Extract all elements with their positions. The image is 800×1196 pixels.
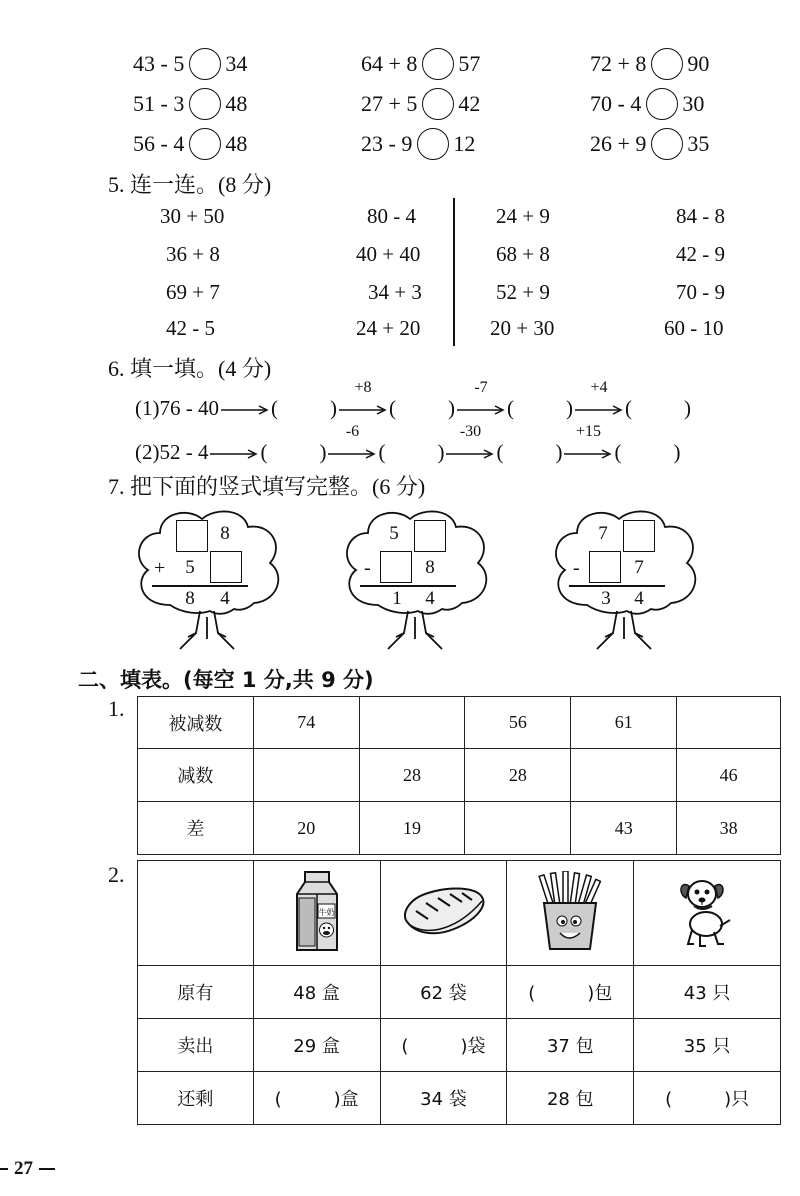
table-row bbox=[138, 749, 781, 802]
answer-circle[interactable] bbox=[646, 88, 678, 120]
table-row bbox=[138, 1019, 781, 1072]
row-label: 原有 bbox=[138, 966, 254, 1019]
page-number: 27 bbox=[0, 1158, 55, 1180]
table-row bbox=[138, 697, 781, 749]
match-expr[interactable]: 36 + 8 bbox=[166, 242, 220, 266]
puppy-icon bbox=[672, 870, 742, 952]
table-cell: 38 bbox=[677, 802, 781, 855]
match-expr[interactable]: 80 - 4 bbox=[367, 204, 416, 228]
compare-item: 27 + 5 42 bbox=[361, 88, 480, 120]
table-row bbox=[138, 966, 781, 1019]
q5-title: 5. 连一连。(8 分) bbox=[108, 172, 272, 197]
arrow-icon: +4 bbox=[575, 399, 623, 419]
match-expr[interactable]: 24 + 9 bbox=[496, 204, 550, 228]
section-title: 二、填表。(每空 1 分,共 9 分) bbox=[78, 668, 374, 692]
table-cell: 28 包 bbox=[507, 1072, 634, 1125]
row-label: 还剩 bbox=[138, 1072, 254, 1125]
table-cell: 61 bbox=[571, 697, 677, 749]
arrow-icon: +15 bbox=[564, 443, 612, 463]
row-label: 减数 bbox=[138, 749, 254, 802]
table-row bbox=[138, 1072, 781, 1125]
table-cell bbox=[138, 861, 254, 966]
q7-title: 7. 把下面的竖式填写完整。(6 分) bbox=[108, 474, 426, 499]
puppy-cell bbox=[634, 861, 781, 966]
table-cell: 46 bbox=[677, 749, 781, 802]
table-cell: 28 bbox=[465, 749, 571, 802]
answer-circle[interactable] bbox=[422, 88, 454, 120]
french-fries-icon bbox=[538, 871, 602, 951]
svg-text:牛奶: 牛奶 bbox=[318, 907, 335, 917]
match-divider bbox=[453, 198, 455, 346]
match-expr[interactable]: 68 + 8 bbox=[496, 242, 550, 266]
milk-carton-icon bbox=[287, 868, 347, 954]
table-cell: 43 只 bbox=[634, 966, 781, 1019]
arrow-icon: -6 bbox=[328, 443, 376, 463]
answer-circle[interactable] bbox=[651, 48, 683, 80]
bread-icon bbox=[398, 881, 488, 941]
subtraction-table bbox=[137, 696, 781, 855]
table-cell[interactable]: ( )只 bbox=[634, 1072, 781, 1125]
match-expr[interactable]: 42 - 9 bbox=[676, 242, 725, 266]
answer-circle[interactable] bbox=[189, 128, 221, 160]
calc-line bbox=[152, 585, 248, 587]
answer-box[interactable] bbox=[623, 520, 655, 552]
table-row bbox=[138, 802, 781, 855]
vertical-calc-tree: 7 - 7 3 4 bbox=[547, 505, 707, 655]
table-cell: 19 bbox=[359, 802, 465, 855]
table-cell[interactable]: ( )袋 bbox=[380, 1019, 507, 1072]
arrow-icon: -30 bbox=[446, 443, 494, 463]
table-cell: 62 袋 bbox=[380, 966, 507, 1019]
row-label: 卖出 bbox=[138, 1019, 254, 1072]
table-number: 1. bbox=[108, 696, 125, 721]
answer-circle[interactable] bbox=[189, 88, 221, 120]
answer-box[interactable] bbox=[414, 520, 446, 552]
calc-line bbox=[360, 585, 456, 587]
table-cell: 34 袋 bbox=[380, 1072, 507, 1125]
fill-chain-2: (2)52 - 4 ( ) -6 ( ) -30 ( ) +15 ( ) bbox=[135, 422, 681, 464]
table-cell: 48 盒 bbox=[253, 966, 380, 1019]
table-number: 2. bbox=[108, 862, 125, 887]
compare-item: 70 - 4 30 bbox=[590, 88, 704, 120]
match-expr[interactable]: 70 - 9 bbox=[676, 280, 725, 304]
answer-circle[interactable] bbox=[417, 128, 449, 160]
match-expr[interactable]: 34 + 3 bbox=[368, 280, 422, 304]
vertical-calc-tree: 5 - 8 1 4 bbox=[338, 505, 498, 655]
table-cell[interactable] bbox=[571, 749, 677, 802]
calc-line bbox=[569, 585, 665, 587]
table-row bbox=[138, 861, 781, 966]
match-expr[interactable]: 20 + 30 bbox=[490, 316, 555, 340]
fill-chain-1: (1)76 - 40 ( ) +8 ( ) -7 ( ) +4 ( ) bbox=[135, 378, 691, 420]
match-expr[interactable]: 84 - 8 bbox=[676, 204, 725, 228]
arrow-icon bbox=[210, 443, 258, 463]
match-expr[interactable]: 52 + 9 bbox=[496, 280, 550, 304]
table-cell: 56 bbox=[465, 697, 571, 749]
match-expr[interactable]: 60 - 10 bbox=[664, 316, 724, 340]
vertical-calc-tree: 8 + 5 8 4 bbox=[130, 505, 290, 655]
table-cell[interactable] bbox=[677, 697, 781, 749]
compare-item: 64 + 8 57 bbox=[361, 48, 480, 80]
arrow-icon: +8 bbox=[339, 399, 387, 419]
table-cell[interactable] bbox=[465, 802, 571, 855]
dash bbox=[39, 1168, 55, 1170]
compare-item: 51 - 3 48 bbox=[133, 88, 247, 120]
table-cell: 29 盒 bbox=[253, 1019, 380, 1072]
table-cell[interactable] bbox=[359, 697, 465, 749]
goods-table bbox=[137, 860, 781, 1125]
bread-cell bbox=[380, 861, 507, 966]
answer-circle[interactable] bbox=[422, 48, 454, 80]
table-cell: 37 包 bbox=[507, 1019, 634, 1072]
row-label: 被减数 bbox=[138, 697, 254, 749]
milk-cell bbox=[253, 861, 380, 966]
match-expr[interactable]: 40 + 40 bbox=[356, 242, 421, 266]
table-cell: 74 bbox=[253, 697, 359, 749]
table-cell: 43 bbox=[571, 802, 677, 855]
match-expr[interactable]: 24 + 20 bbox=[356, 316, 421, 340]
compare-item: 23 - 9 12 bbox=[361, 128, 475, 160]
fries-cell bbox=[507, 861, 634, 966]
q6-title: 6. 填一填。(4 分) bbox=[108, 356, 272, 381]
row-label: 差 bbox=[138, 802, 254, 855]
answer-box[interactable] bbox=[380, 551, 412, 583]
compare-item: 72 + 8 90 bbox=[590, 48, 709, 80]
arrow-icon bbox=[221, 399, 269, 419]
compare-item: 56 - 4 48 bbox=[133, 128, 247, 160]
table-cell[interactable]: ( )盒 bbox=[253, 1072, 380, 1125]
table-cell[interactable]: ( )包 bbox=[507, 966, 634, 1019]
table-cell: 28 bbox=[359, 749, 465, 802]
dash bbox=[0, 1168, 8, 1170]
match-expr[interactable]: 42 - 5 bbox=[166, 316, 215, 340]
table-cell: 35 只 bbox=[634, 1019, 781, 1072]
arrow-icon: -7 bbox=[457, 399, 505, 419]
answer-box[interactable] bbox=[210, 551, 242, 583]
compare-item: 26 + 9 35 bbox=[590, 128, 709, 160]
table-cell: 20 bbox=[253, 802, 359, 855]
compare-item: 43 - 5 34 bbox=[133, 48, 247, 80]
answer-box[interactable] bbox=[589, 551, 621, 583]
match-expr[interactable]: 69 + 7 bbox=[166, 280, 220, 304]
answer-box[interactable] bbox=[176, 520, 208, 552]
answer-circle[interactable] bbox=[189, 48, 221, 80]
table-cell[interactable] bbox=[253, 749, 359, 802]
answer-circle[interactable] bbox=[651, 128, 683, 160]
match-expr[interactable]: 30 + 50 bbox=[160, 204, 225, 228]
